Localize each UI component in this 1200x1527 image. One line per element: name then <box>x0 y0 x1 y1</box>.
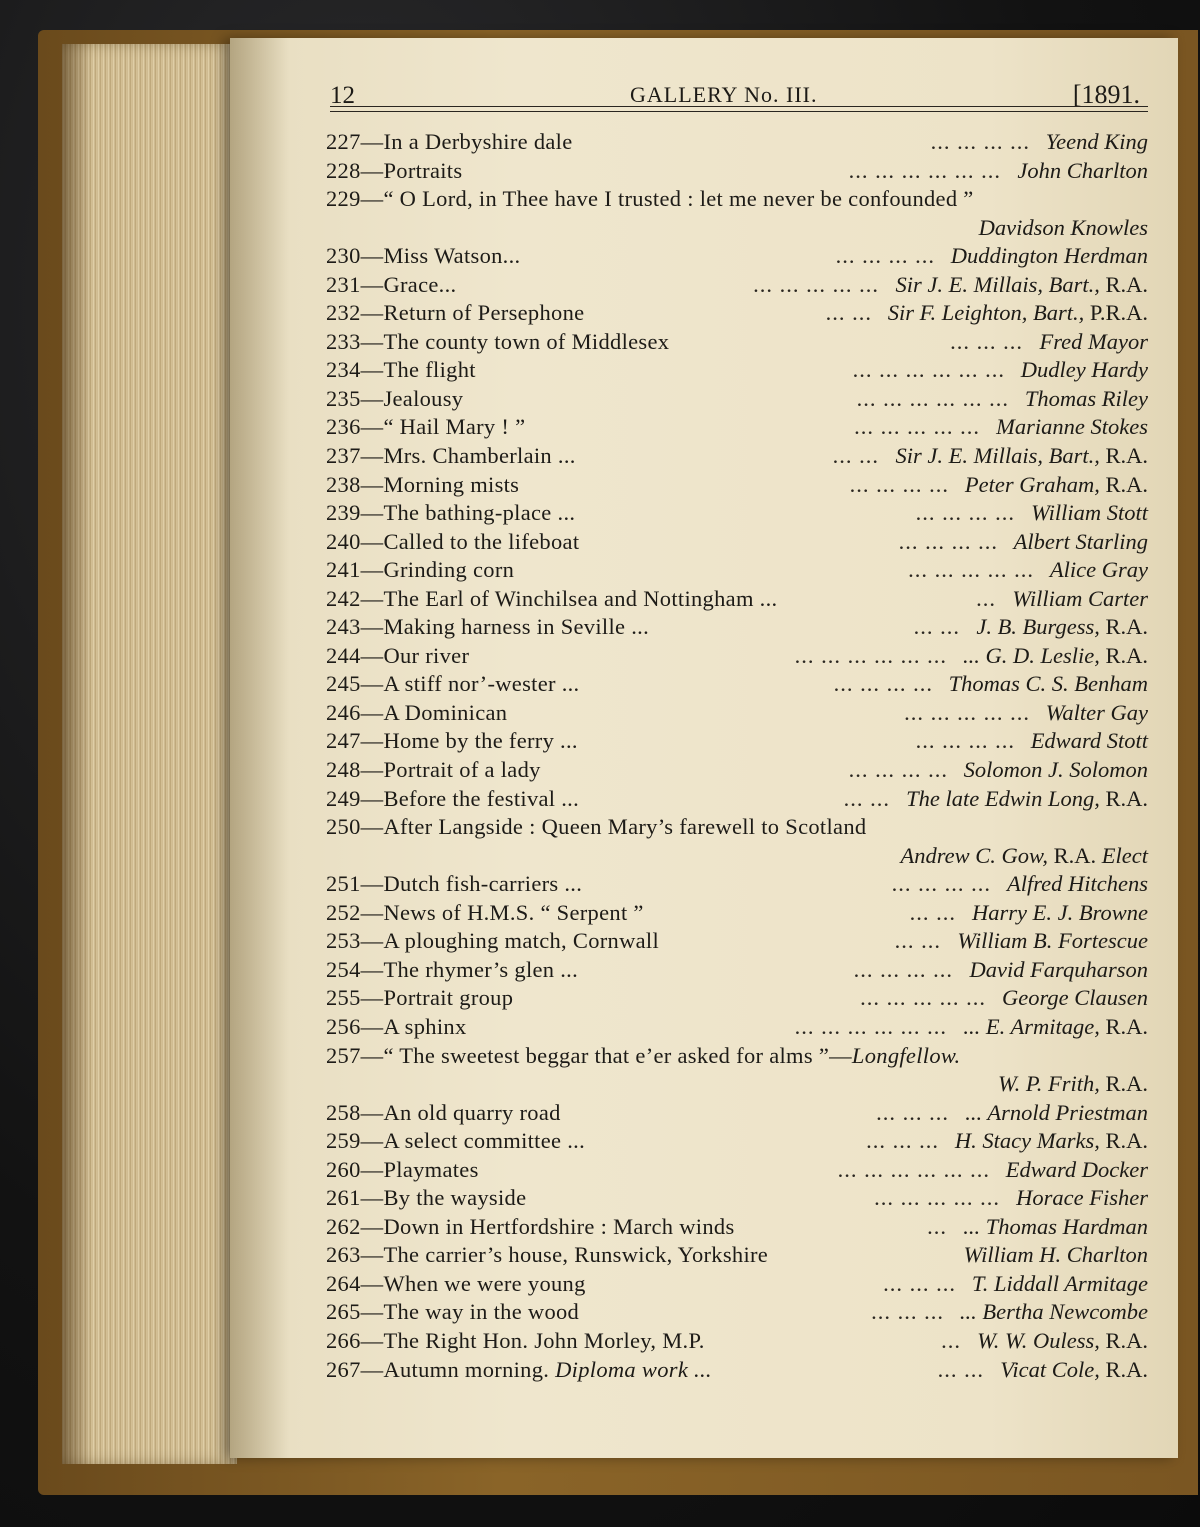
entry-title-text: 230—Miss Watson... <box>326 243 521 269</box>
artist-name: David Farquharson <box>969 956 1148 982</box>
entry-artist <box>951 242 1148 271</box>
artist-name: Vicat Cole, <box>1000 1356 1100 1382</box>
catalogue-entry <box>326 699 1150 728</box>
entry-artist <box>1021 356 1148 385</box>
entry-title-text: 261—By the wayside <box>326 1185 527 1211</box>
entry-title <box>326 128 573 157</box>
leader-dots: ... ... ... ... <box>898 528 998 554</box>
entry-title-text: 231—Grace... <box>326 271 457 297</box>
gallery-title: GALLERY No. III. <box>630 82 818 107</box>
artist-name: Harry E. J. Browne <box>971 899 1148 925</box>
entry-title <box>326 670 579 699</box>
artist-name: Davidson Knowles <box>978 214 1148 240</box>
leader-dots: ... ... ... <box>883 1270 956 1296</box>
artist-honour: R.A. <box>1099 785 1148 811</box>
entry-artist <box>1046 699 1148 728</box>
artist-name: Peter Graham, <box>964 471 1100 497</box>
artist-name: Duddington Herdman <box>950 243 1148 269</box>
catalogue-entry <box>326 185 1150 214</box>
entry-title-text: 228—Portraits <box>326 157 463 183</box>
artist-name: Edward Stott <box>1030 728 1148 754</box>
entry-title <box>326 899 644 928</box>
entry-artist <box>1025 385 1148 414</box>
leader-dots: ... ... ... <box>950 328 1023 354</box>
entry-artist <box>964 1241 1148 1270</box>
catalogue-entry <box>326 756 1150 785</box>
entry-title <box>326 242 520 271</box>
entry-title-text: 235—Jealousy <box>326 385 464 411</box>
artist-name: John Charlton <box>1017 157 1148 183</box>
entry-title-text: 266—The Right Hon. John Morley, M.P. <box>326 1327 705 1353</box>
catalogue-entry <box>326 727 1150 756</box>
entry-title <box>326 356 476 385</box>
entry-title <box>326 385 463 414</box>
catalogue-entry <box>326 1327 1150 1356</box>
entry-title <box>326 556 514 585</box>
leader-dots: ... <box>927 1213 947 1239</box>
artist-name: Alice Gray <box>1049 557 1148 583</box>
entry-title <box>326 1013 467 1042</box>
catalogue-entry <box>326 585 1150 614</box>
entry-artist <box>1006 1156 1148 1185</box>
artist-name: H. Stacy Marks, <box>954 1128 1100 1154</box>
entry-artist <box>1031 727 1148 756</box>
entry-artist <box>964 756 1148 785</box>
entry-title-text: 242—The Earl of Winchilsea and Nottingham ... <box>326 585 778 611</box>
entry-title <box>326 328 669 357</box>
entry-artist <box>1050 556 1148 585</box>
leader-dots: ... ... ... ... ... ... <box>852 357 1005 383</box>
artist-name: William B. Fortescue <box>957 928 1148 954</box>
leader-dots: ... <box>976 585 996 611</box>
entry-artist <box>976 613 1148 642</box>
catalogue-entry <box>326 785 1150 814</box>
entry-artist <box>1002 984 1148 1013</box>
catalogue-entry <box>326 870 1150 899</box>
catalogue-entry <box>326 670 1150 699</box>
entry-artist <box>996 413 1148 442</box>
artist-honour: R.A. <box>1099 1071 1148 1097</box>
artist-name: T. Liddall Armitage <box>971 1270 1148 1296</box>
artist-name: Marianne Stokes <box>996 414 1148 440</box>
entry-title <box>326 1270 586 1299</box>
catalogue-entry <box>326 927 1150 956</box>
entry-artist <box>895 271 1148 300</box>
artist-name: Thomas Riley <box>1024 385 1148 411</box>
entry-title-text: 259—A select committee ... <box>326 1128 585 1154</box>
catalogue-entry <box>326 1298 1150 1327</box>
entry-title-italic: Longfellow. <box>851 1042 961 1068</box>
entry-title-text: 244—Our river <box>326 642 470 668</box>
page-edges <box>62 44 237 1464</box>
artist-name: W. W. Ouless, <box>977 1327 1100 1353</box>
leader-dots: ... ... ... ... <box>833 671 933 697</box>
entry-title-text: 229—“ O Lord, in Thee have I trusted : let me never be confounded ” <box>326 186 974 212</box>
leader-dots: ... ... <box>937 1356 984 1382</box>
entry-title <box>326 1298 579 1327</box>
leader-dots: ... <box>941 1327 961 1353</box>
entry-artist <box>972 1270 1148 1299</box>
entry-title-text: 251—Dutch fish-carriers ... <box>326 871 583 897</box>
leader-dots: ... ... ... ... <box>891 871 991 897</box>
entry-title-text: 267—Autumn morning. <box>326 1356 556 1382</box>
entry-artist <box>895 442 1148 471</box>
entry-title-text: 234—The flight <box>326 357 476 383</box>
artist-honour: R.A. <box>1099 443 1148 469</box>
entry-artist <box>900 842 1148 871</box>
entry-artist <box>1046 128 1148 157</box>
entry-title <box>326 442 576 471</box>
artist-honour: R.A. <box>1048 842 1097 868</box>
entry-title <box>326 699 507 728</box>
entry-title <box>326 157 462 186</box>
leader-dots: ... ... ... <box>866 1128 939 1154</box>
catalogue-entry <box>326 1213 1150 1242</box>
leader-dots: ... ... ... ... <box>848 757 948 783</box>
artist-name: ... Bertha Newcombe <box>959 1299 1148 1325</box>
entry-artist <box>1007 870 1148 899</box>
leader-dots: ... ... <box>825 300 872 326</box>
entry-title-italic: Diploma work ... <box>555 1356 712 1382</box>
entry-title <box>326 1184 526 1213</box>
entry-title <box>326 1213 735 1242</box>
catalogue-entry <box>326 413 1150 442</box>
catalogue-entry <box>326 471 1150 500</box>
catalogue-entry <box>326 813 1150 842</box>
entry-artist <box>957 927 1148 956</box>
leader-dots: ... ... <box>894 928 941 954</box>
entry-title-text: 241—Grinding corn <box>326 557 515 583</box>
artist-name: William Carter <box>1012 585 1148 611</box>
entry-title <box>326 984 513 1013</box>
entry-title <box>326 471 519 500</box>
entry-title <box>326 927 659 956</box>
entry-title <box>326 585 777 614</box>
entry-artist <box>1012 585 1148 614</box>
entry-title-text: 232—Return of Persephone <box>326 300 585 326</box>
entry-title <box>326 785 579 814</box>
leader-dots: ... ... ... ... <box>835 243 935 269</box>
catalogue-entry <box>326 1270 1150 1299</box>
entry-title-text: 243—Making harness in Seville ... <box>326 614 649 640</box>
entry-title <box>326 613 649 642</box>
leader-dots: ... ... <box>843 785 890 811</box>
entry-artist <box>1031 499 1148 528</box>
artist-name: Fred Mayor <box>1039 328 1148 354</box>
artist-name: ... Arnold Priestman <box>965 1099 1148 1125</box>
artist-name: ... G. D. Leslie, <box>962 642 1100 668</box>
entry-title <box>326 813 866 842</box>
artist-name: Thomas C. S. Benham <box>948 671 1148 697</box>
entry-artist <box>972 899 1148 928</box>
entry-title-text: 236—“ Hail Mary ! ” <box>326 414 526 440</box>
leader-dots: ... ... ... ... ... <box>860 985 986 1011</box>
artist-honour: R.A. <box>1099 1128 1148 1154</box>
entry-title <box>326 1127 585 1156</box>
catalogue-entry <box>326 128 1150 157</box>
artist-name: Sir F. Leighton, Bart., <box>887 300 1085 326</box>
entry-title <box>326 1356 712 1385</box>
artist-name: Sir J. E. Millais, Bart., <box>895 271 1100 297</box>
leader-dots: ... ... ... ... ... <box>874 1185 1000 1211</box>
entry-title-text: 258—An old quarry road <box>326 1099 561 1125</box>
entry-title <box>326 1241 768 1270</box>
leader-dots: ... ... ... <box>876 1099 949 1125</box>
leader-dots: ... ... ... ... <box>849 471 949 497</box>
entry-title-text: 248—Portrait of a lady <box>326 757 541 783</box>
entry-artist <box>979 214 1148 243</box>
entry-title-text: 237—Mrs. Chamberlain ... <box>326 443 576 469</box>
catalogue-entry <box>326 1127 1150 1156</box>
entry-title-text: 246—A Dominican <box>326 699 508 725</box>
page-number: 12 <box>330 82 355 109</box>
entry-title-text: 254—The rhymer’s glen ... <box>326 956 579 982</box>
catalogue-entry <box>326 842 1150 871</box>
catalogue-entry <box>326 1013 1150 1042</box>
catalogue-entry <box>326 956 1150 985</box>
entry-title <box>326 1099 561 1128</box>
artist-name: Alfred Hitchens <box>1006 871 1148 897</box>
leader-dots: ... ... ... ... ... <box>753 271 879 297</box>
entry-title-text: 245—A stiff nor’-wester ... <box>326 671 580 697</box>
artist-name: George Clausen <box>1001 985 1148 1011</box>
entry-title-text: 253—A ploughing match, Cornwall <box>326 928 660 954</box>
entry-artist <box>888 299 1148 328</box>
entry-artist <box>977 1327 1148 1356</box>
entry-artist <box>955 1127 1148 1156</box>
entry-title <box>326 413 525 442</box>
catalogue-entry <box>326 1156 1150 1185</box>
entry-title <box>326 528 579 557</box>
entry-artist <box>998 1070 1148 1099</box>
catalogue-entry <box>326 328 1150 357</box>
leader-dots: ... ... ... ... <box>853 956 953 982</box>
page-header <box>330 82 1150 112</box>
catalogue-entry <box>326 1070 1150 1099</box>
entry-artist <box>1000 1356 1148 1385</box>
artist-honour: R.A. <box>1099 614 1148 640</box>
entry-title <box>326 1156 479 1185</box>
entry-title-text: 238—Morning mists <box>326 471 520 497</box>
leader-dots: ... ... ... ... ... ... <box>856 385 1009 411</box>
catalogue-entry <box>326 1099 1150 1128</box>
entry-artist <box>963 642 1148 671</box>
entry-artist <box>1017 157 1148 186</box>
artist-name: ... Thomas Hardman <box>963 1213 1148 1239</box>
entry-title-text: 263—The carrier’s house, Runswick, Yorkshire <box>326 1242 769 1268</box>
leader-dots: ... ... <box>909 899 956 925</box>
catalogue-entry <box>326 214 1150 243</box>
entry-title <box>326 499 575 528</box>
entry-title-text: 247—Home by the ferry ... <box>326 728 578 754</box>
catalogue-entry <box>326 356 1150 385</box>
catalogue-list <box>326 128 1150 1384</box>
entry-title <box>326 1327 705 1356</box>
entry-title <box>326 185 974 214</box>
entry-title-text: 257—“ The sweetest beggar that e’er asked for alms ”— <box>326 1042 852 1068</box>
entry-artist <box>1039 328 1148 357</box>
leader-dots: ... ... ... ... ... <box>904 699 1030 725</box>
leader-dots: ... ... ... ... <box>915 728 1015 754</box>
header-rule-thin <box>330 111 1148 112</box>
artist-name: Andrew C. Gow, <box>900 842 1048 868</box>
year-label: [1891. <box>1072 80 1140 109</box>
entry-title-text: 233—The county town of Middlesex <box>326 328 670 354</box>
catalogue-entry <box>326 385 1150 414</box>
artist-name: Solomon J. Solomon <box>963 757 1148 783</box>
artist-honour: R.A. <box>1099 1356 1148 1382</box>
entry-title <box>326 756 541 785</box>
leader-dots: ... ... ... <box>871 1299 944 1325</box>
entry-title-text: 250—After Langside : Queen Mary’s farewell to Scotland <box>326 814 867 840</box>
catalogue-entry <box>326 1356 1150 1385</box>
artist-name: W. P. Frith, <box>997 1071 1100 1097</box>
leader-dots: ... ... ... ... ... ... <box>848 157 1001 183</box>
artist-honour: R.A. <box>1099 642 1148 668</box>
catalogue-entry <box>326 157 1150 186</box>
artist-name: Sir J. E. Millais, Bart., <box>895 443 1100 469</box>
entry-title-text: 252—News of H.M.S. “ Serpent ” <box>326 899 644 925</box>
catalogue-entry <box>326 984 1150 1013</box>
entry-title <box>326 956 578 985</box>
leader-dots: ... ... ... ... <box>915 500 1015 526</box>
artist-name: Albert Starling <box>1013 528 1148 554</box>
artist-name: Horace Fisher <box>1016 1185 1148 1211</box>
leader-dots: ... ... <box>913 614 960 640</box>
catalogue-entry <box>326 556 1150 585</box>
entry-title-text: 265—The way in the wood <box>326 1299 580 1325</box>
leader-dots: ... ... <box>832 443 879 469</box>
catalogue-entry <box>326 1184 1150 1213</box>
artist-name: J. B. Burgess, <box>976 614 1100 640</box>
catalogue-entry <box>326 528 1150 557</box>
entry-title <box>326 299 584 328</box>
entry-title-text: 239—The bathing-place ... <box>326 500 576 526</box>
artist-honour: R.A. <box>1099 271 1148 297</box>
catalogue-entry <box>326 499 1150 528</box>
artist-name: Dudley Hardy <box>1020 357 1148 383</box>
entry-artist <box>1016 1184 1148 1213</box>
artist-honour: P.R.A. <box>1084 300 1148 326</box>
artist-honour: R.A. <box>1099 1013 1148 1039</box>
entry-artist <box>963 1013 1148 1042</box>
leader-dots: ... ... ... ... ... ... <box>794 1013 947 1039</box>
entry-title-text: 264—When we were young <box>326 1270 586 1296</box>
catalogue-entry <box>326 442 1150 471</box>
header-rule <box>330 106 1148 107</box>
entry-title-text: 260—Playmates <box>326 1156 479 1182</box>
entry-title <box>326 870 582 899</box>
catalogue-entry <box>326 271 1150 300</box>
entry-title-text: 249—Before the festival ... <box>326 785 580 811</box>
entry-artist <box>949 670 1148 699</box>
leader-dots: ... ... ... ... ... ... <box>837 1156 990 1182</box>
catalogue-entry <box>326 1042 1150 1071</box>
artist-name: The late Edwin Long, <box>906 785 1100 811</box>
artist-name: William Stott <box>1031 500 1148 526</box>
entry-artist <box>1014 528 1148 557</box>
entry-artist <box>965 1099 1148 1128</box>
entry-title <box>326 642 469 671</box>
artist-name: Walter Gay <box>1045 699 1148 725</box>
catalogue-entry <box>326 642 1150 671</box>
entry-title <box>326 271 456 300</box>
entry-title <box>326 1042 960 1071</box>
artist-name: Edward Docker <box>1005 1156 1148 1182</box>
entry-artist <box>960 1298 1148 1327</box>
entry-artist <box>969 956 1148 985</box>
entry-artist <box>906 785 1148 814</box>
artist-name: ... E. Armitage, <box>963 1013 1100 1039</box>
book-page <box>230 38 1178 1458</box>
catalogue-entry <box>326 299 1150 328</box>
artist-honour: R.A. <box>1099 471 1148 497</box>
catalogue-entry <box>326 899 1150 928</box>
artist-name: Yeend King <box>1045 129 1148 154</box>
entry-title-text: 255—Portrait group <box>326 985 514 1011</box>
entry-title-text: 256—A sphinx <box>326 1013 467 1039</box>
entry-title-text: 227—In a Derbyshire dale <box>326 129 573 154</box>
leader-dots: ... ... ... ... ... <box>908 557 1034 583</box>
leader-dots: ... ... ... ... ... ... <box>794 642 947 668</box>
catalogue-entry <box>326 1241 1150 1270</box>
artist-name: William H. Charlton <box>963 1242 1148 1268</box>
entry-title-text: 262—Down in Hertfordshire : March winds <box>326 1213 735 1239</box>
artist-honour-tail: Elect <box>1096 842 1148 868</box>
catalogue-entry <box>326 242 1150 271</box>
entry-title-text: 240—Called to the lifeboat <box>326 528 580 554</box>
leader-dots: ... ... ... ... <box>930 129 1030 154</box>
artist-honour: R.A. <box>1099 1327 1148 1353</box>
entry-artist <box>963 1213 1148 1242</box>
leader-dots: ... ... ... ... ... <box>854 414 980 440</box>
entry-title <box>326 727 578 756</box>
catalogue-entry <box>326 613 1150 642</box>
entry-artist <box>965 471 1148 500</box>
